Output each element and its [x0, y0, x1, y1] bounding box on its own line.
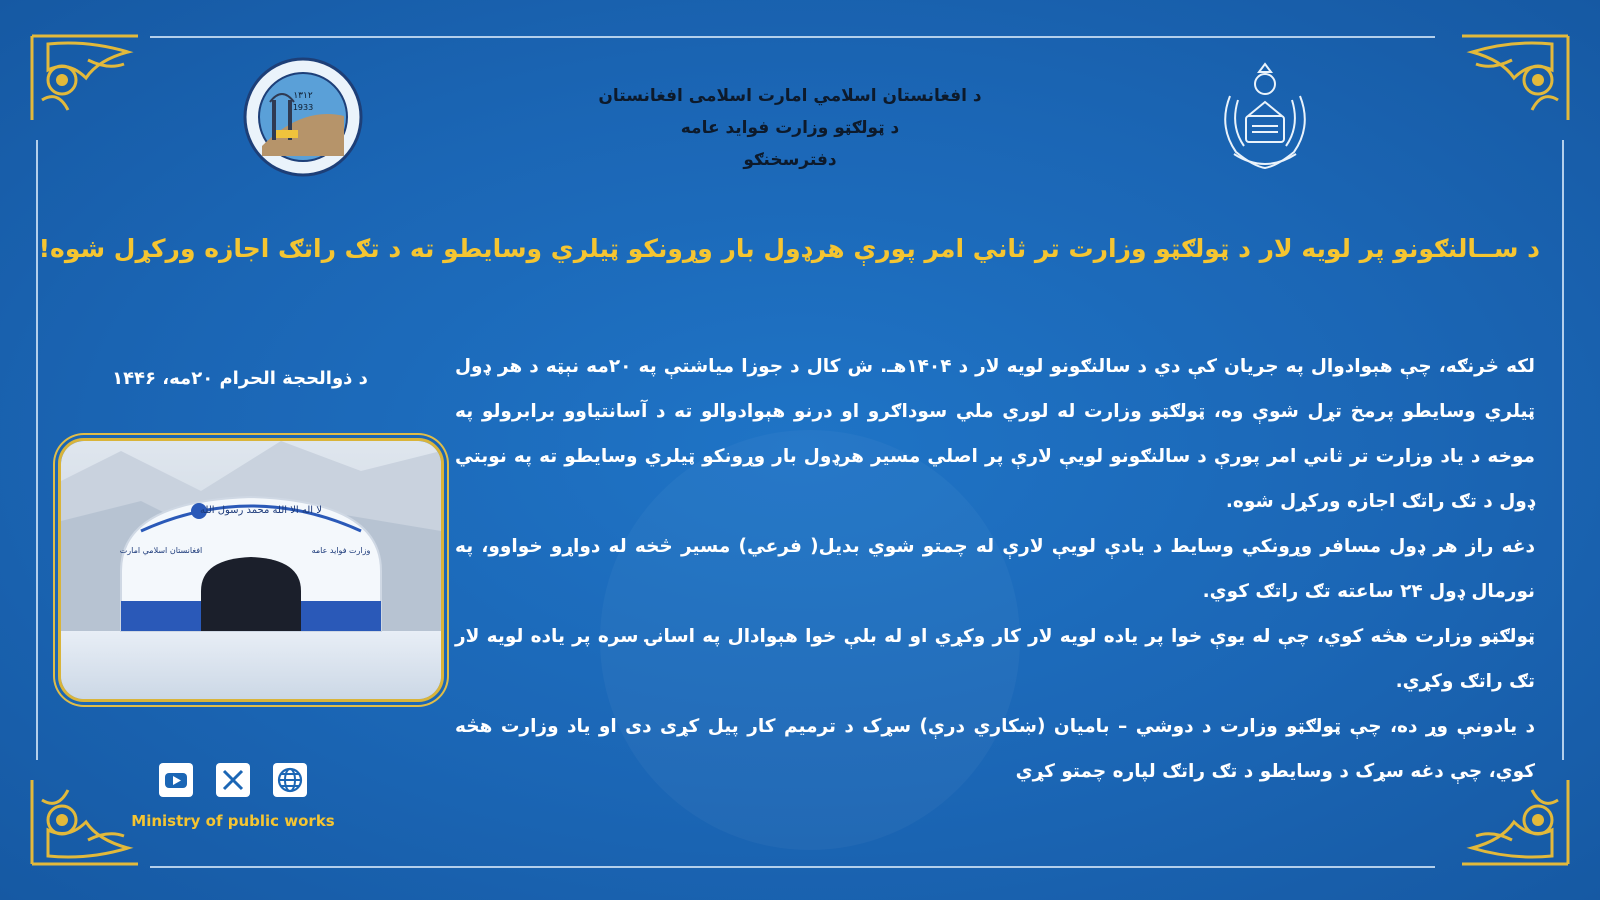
paragraph-4: د یادونې وړ ده، چې ټولګټو وزارت د دوشي – بامیان (ښکاري درې) سړک د ترمیم کار پیل کړی دی او یاد وزارت هڅه کوي، چې دغه سړک د وسایطو د تګ راتګ لپاره چمتو کړي [455, 716, 1535, 782]
tunnel-photo [58, 438, 444, 702]
frame-bottom [150, 866, 1435, 868]
tunnel-arch-text: لا اله الا الله محمد رسول الله [200, 505, 322, 516]
date-label: د ذوالحجة الحرام ۲۰مه، ۱۴۴۶ [112, 368, 368, 389]
header-block [560, 80, 1020, 176]
logo-year-top: ۱۳۱۲ [293, 91, 313, 101]
tunnel-arch-right-text: وزارت فواید عامه [311, 546, 371, 555]
globe-icon[interactable] [273, 763, 307, 797]
paragraph-3: ټولګټو وزارت هڅه کوي، چې له یوې خوا پر یاده لویه لار کار وکړي او له بلې خوا هېوادال په اسانۍ سره پر یاده لویه لار تګ راتګ وکړي. [455, 626, 1535, 692]
frame-right [1562, 140, 1564, 760]
header-line-3: دفترسخنګو [743, 150, 837, 170]
frame-left [36, 140, 38, 760]
emirate-emblem [1208, 56, 1322, 176]
paragraph-1: لکه څرنګه، چې هېوادوال په جریان کې دي د سالنګونو لویه لار د ۱۴۰۴هـ. ش کال د جوزا میاشتې په ۲۰مه نېټه د هر ډول ټیلري وسایطو پرمخ تړل شوې وه، ټولګټو وزارت له لوري ملي سوداګرو او درنو هېوادوالو ته د آسانتیاوو برابرولو په موخه د یاد وزارت تر ثاني امر پورې د سالنګونو لویې لارې پر اصلي مسیر هرډول بار وړونکو ټیلري وسایطو ته په نوبتي ډول د تګ راتګ اجازه ورکړل شوه. [455, 356, 1535, 512]
corner-ornament-top-left [28, 30, 148, 130]
headline: د ســالنګونو پر لویه لار د ټولګټو وزارت تر ثاني امر پورې هرډول بار وړونکو ټیلري وسایطو ته د تګ راتګ اجازه ورکړل شوه! [38, 234, 1540, 263]
article-body [455, 344, 1535, 794]
tunnel-photo-image [61, 441, 441, 699]
ministry-footer-label: Ministry of public works [131, 812, 335, 830]
paragraph-2: دغه راز هر ډول مسافر وړونکي وسایط د یادې لویې لارې له چمتو شوي بدیل( فرعي) مسیر څخه له دواړو خواوو، په نورمال ډول ۲۴ ساعته تګ راتګ کوي. [455, 536, 1535, 602]
youtube-icon[interactable] [159, 763, 193, 797]
frame-top [150, 36, 1435, 38]
ministry-logo [242, 56, 364, 178]
header-line-2: د ټولګټو وزارت فواید عامه [680, 118, 900, 138]
corner-ornament-top-right [1452, 30, 1572, 130]
x-icon[interactable] [216, 763, 250, 797]
logo-year-bottom: 1933 [292, 103, 314, 112]
tunnel-arch-left-text: افغانستان اسلامي امارت [119, 546, 203, 555]
header-line-1: د افغانستان اسلامي امارت اسلامی افغانستان [598, 86, 982, 106]
